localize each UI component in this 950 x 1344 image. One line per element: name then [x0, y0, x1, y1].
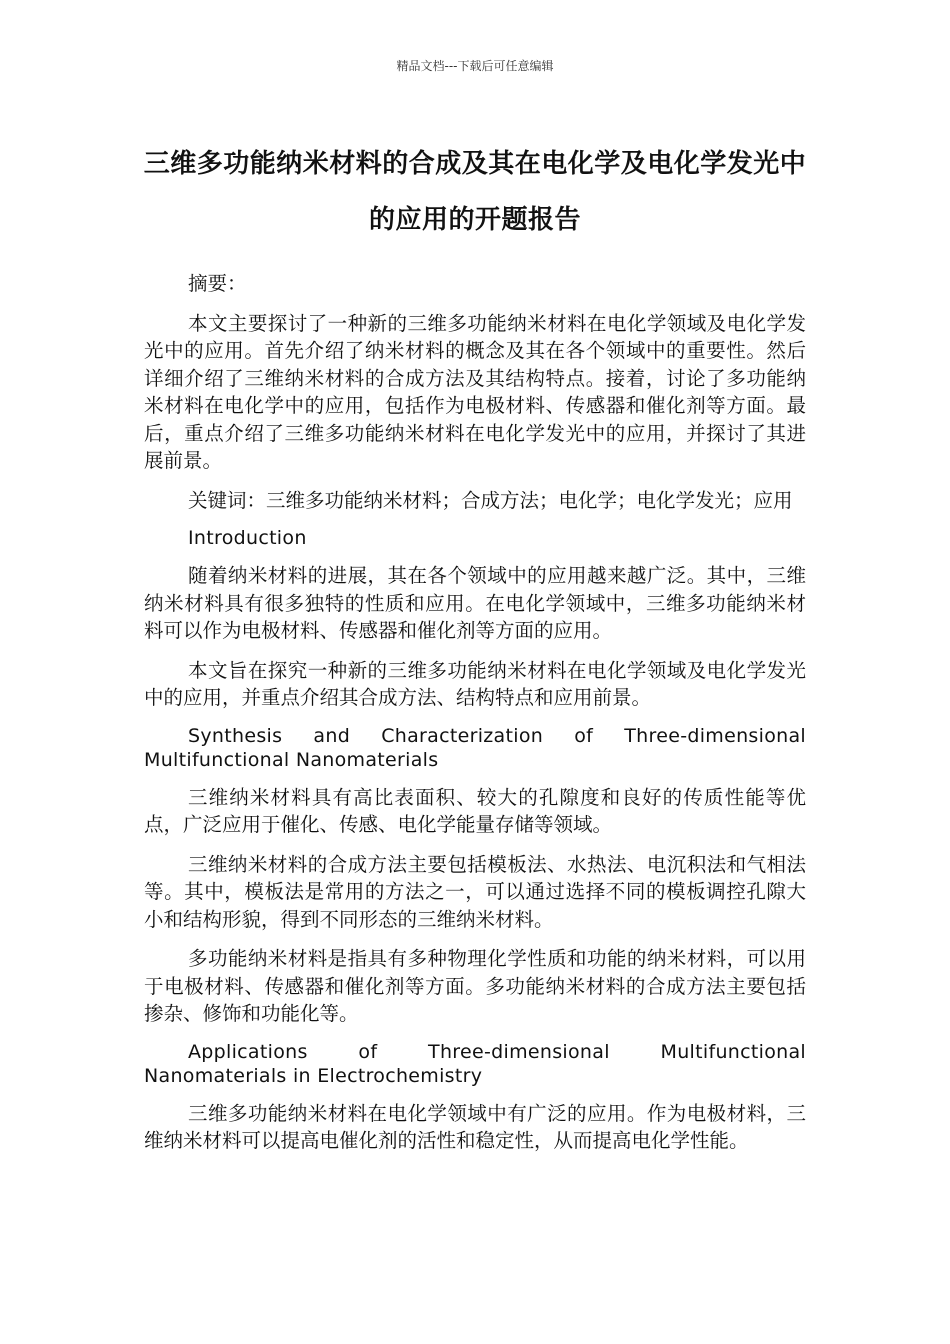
- section-heading-introduction: Introduction: [188, 527, 307, 549]
- document-title: 三维多功能纳米材料的合成及其在电化学及电化学发光中的应用的开题报告: [143, 149, 807, 235]
- section-heading-synthesis: Synthesis and Characterization of Three-dimensional Multifunctional Nanomaterials: [144, 724, 806, 771]
- body-paragraph: 三维纳米材料的合成方法主要包括模板法、水热法、电沉积法和气相法等。其中，模板法是常用的方法之一，可以通过选择不同的模板调控孔隙大小和结构形貌，得到不同形态的三维纳米材料。: [144, 852, 806, 931]
- abstract-heading: 摘要：: [188, 272, 247, 295]
- body-paragraph: 随着纳米材料的进展，其在各个领域中的应用越来越广泛。其中，三维纳米材料具有很多独特的性质和应用。在电化学领域中，三维多功能纳米材料可以作为电极材料、传感器和催化剂等方面的应用。: [144, 564, 806, 642]
- section-heading-applications: Applications of Three-dimensional Multifunctional Nanomaterials in Electrochemistry: [144, 1040, 806, 1087]
- page-header: 精品文档---下载后可任意编辑: [396, 59, 554, 73]
- body-paragraph: 多功能纳米材料是指具有多种物理化学性质和功能的纳米材料，可以用于电极材料、传感器和催化剂等方面。多功能纳米材料的合成方法主要包括掺杂、修饰和功能化等。: [144, 947, 806, 1025]
- body-paragraph: 三维多功能纳米材料在电化学领域中有广泛的应用。作为电极材料，三维纳米材料可以提高电催化剂的活性和稳定性，从而提高电化学性能。: [144, 1101, 806, 1152]
- body-paragraph: 三维纳米材料具有高比表面积、较大的孔隙度和良好的传质性能等优点，广泛应用于催化、传感、电化学能量存储等领域。: [144, 785, 806, 836]
- abstract-paragraph: 本文主要探讨了一种新的三维多功能纳米材料在电化学领域及电化学发光中的应用。首先介绍了纳米材料的概念及其在各个领域中的重要性。然后详细介绍了三维纳米材料的合成方法及其结构特点。接着，讨论了多功能纳米材料在电化学中的应用，包括作为电极材料、传感器和催化剂等方面。最后，重点介绍了三维多功能纳米材料在电化学发光中的应用，并探讨了其进展前景。: [144, 311, 806, 472]
- body-paragraph: 本文旨在探究一种新的三维多功能纳米材料在电化学领域及电化学发光中的应用，并重点介绍其合成方法、结构特点和应用前景。: [144, 658, 806, 709]
- keywords-paragraph: 关键词：三维多功能纳米材料；合成方法；电化学；电化学发光；应用: [188, 488, 793, 512]
- document-body: [144, 270, 806, 1167]
